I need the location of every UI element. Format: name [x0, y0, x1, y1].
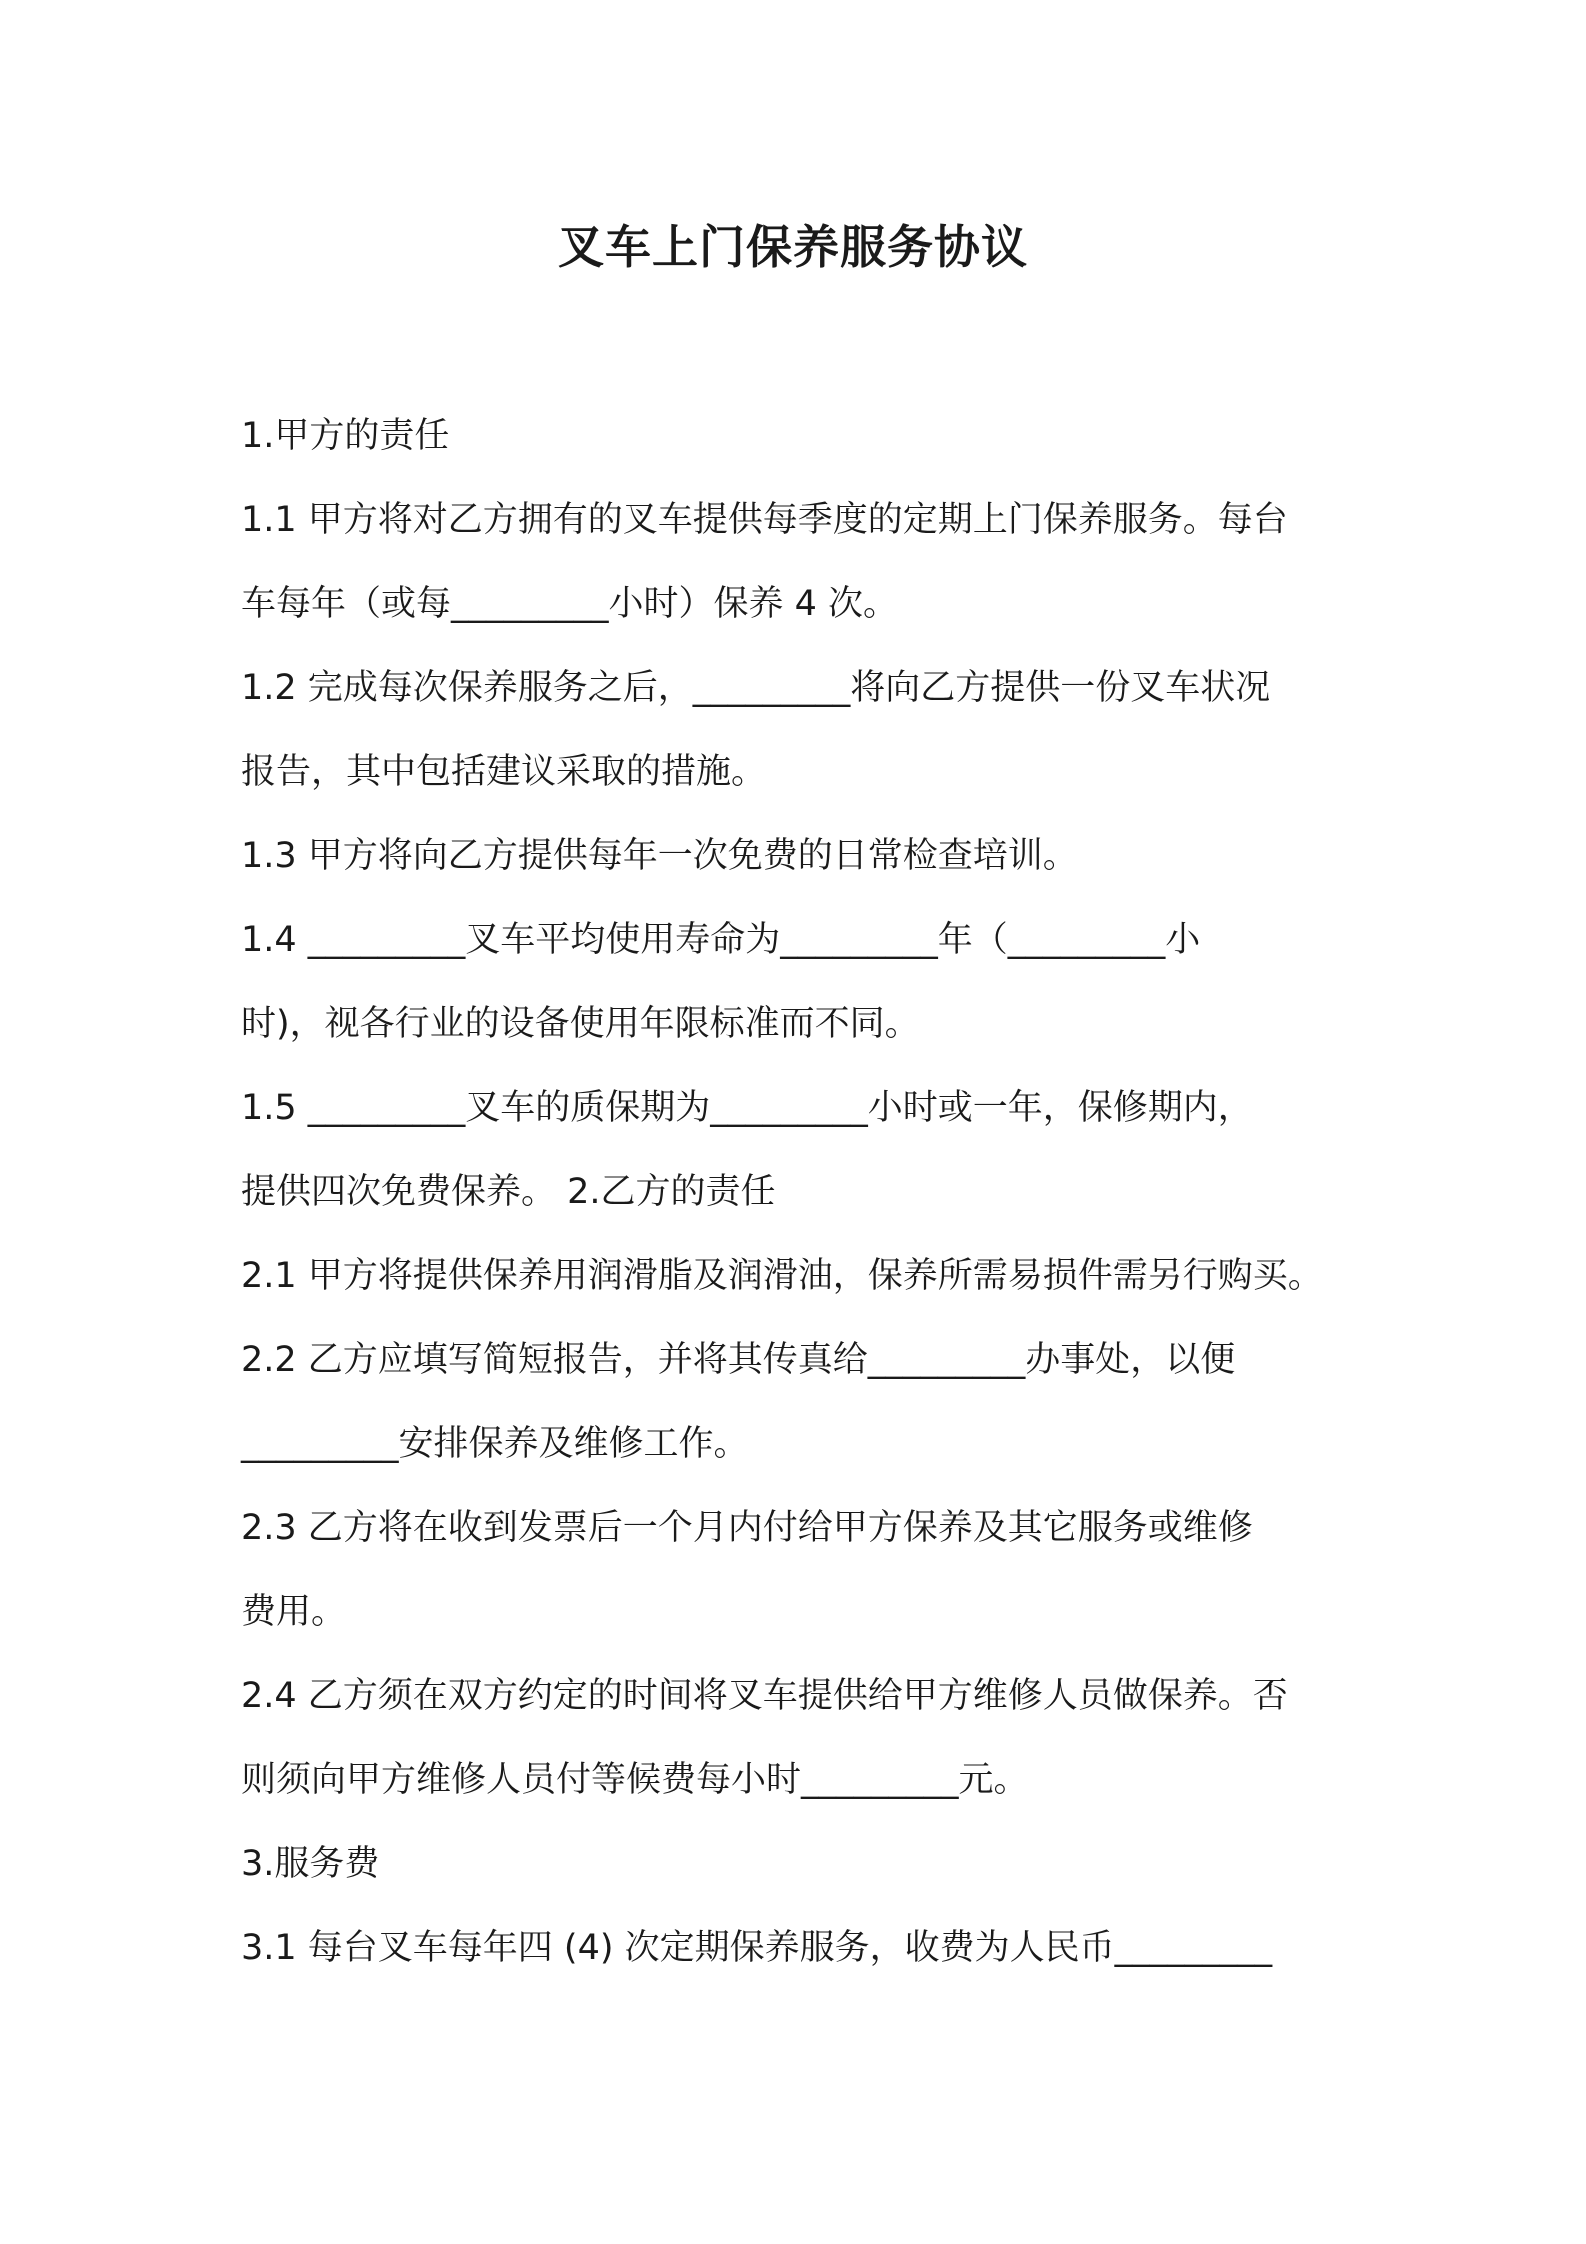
clause-2-4-line-1: 2.4 乙方须在双方约定的时间将叉车提供给甲方维修人员做保养。否	[241, 1676, 1288, 1716]
clause-1-4-line-2: 时)，视各行业的设备使用年限标准而不同。	[241, 1004, 920, 1044]
clause-2-2-line-1: 2.2 乙方应填写简短报告，并将其传真给_________办事处，以便	[241, 1340, 1236, 1380]
section-heading-1: 1.甲方的责任	[241, 416, 450, 456]
clause-2-4-line-2: 则须向甲方维修人员付等候费每小时_________元。	[241, 1760, 1029, 1800]
clause-2-3-line-1: 2.3 乙方将在收到发票后一个月内付给甲方保养及其它服务或维修	[241, 1508, 1253, 1548]
clause-1-3: 1.3 甲方将向乙方提供每年一次免费的日常检查培训。	[241, 836, 1078, 876]
clause-2-1: 2.1 甲方将提供保养用润滑脂及润滑油，保养所需易损件需另行购买。	[241, 1256, 1323, 1296]
clause-1-1-line-1: 1.1 甲方将对乙方拥有的叉车提供每季度的定期上门保养服务。每台	[241, 500, 1288, 540]
clause-1-4-line-1: 1.4 _________叉车平均使用寿命为_________年（_________小	[241, 920, 1201, 960]
clause-2-2-line-2: _________安排保养及维修工作。	[241, 1424, 749, 1464]
clause-1-5-line-1: 1.5 _________叉车的质保期为_________小时或一年，保修期内，	[241, 1088, 1253, 1128]
document-title: 叉车上门保养服务协议	[558, 220, 1028, 274]
clause-2-3-line-2: 费用。	[241, 1592, 347, 1632]
clause-1-5-line-2: 提供四次免费保养。 2.乙方的责任	[241, 1172, 776, 1212]
clause-1-1-line-2: 车每年（或每_________小时）保养 4 次。	[241, 584, 899, 624]
clause-3-1: 3.1 每台叉车每年四 (4) 次定期保养服务，收费为人民币_________	[241, 1928, 1273, 1968]
clause-1-2-line-1: 1.2 完成每次保养服务之后，_________将向乙方提供一份叉车状况	[241, 668, 1271, 708]
clause-1-2-line-2: 报告，其中包括建议采取的措施。	[241, 752, 767, 792]
section-heading-3: 3.服务费	[241, 1844, 380, 1884]
